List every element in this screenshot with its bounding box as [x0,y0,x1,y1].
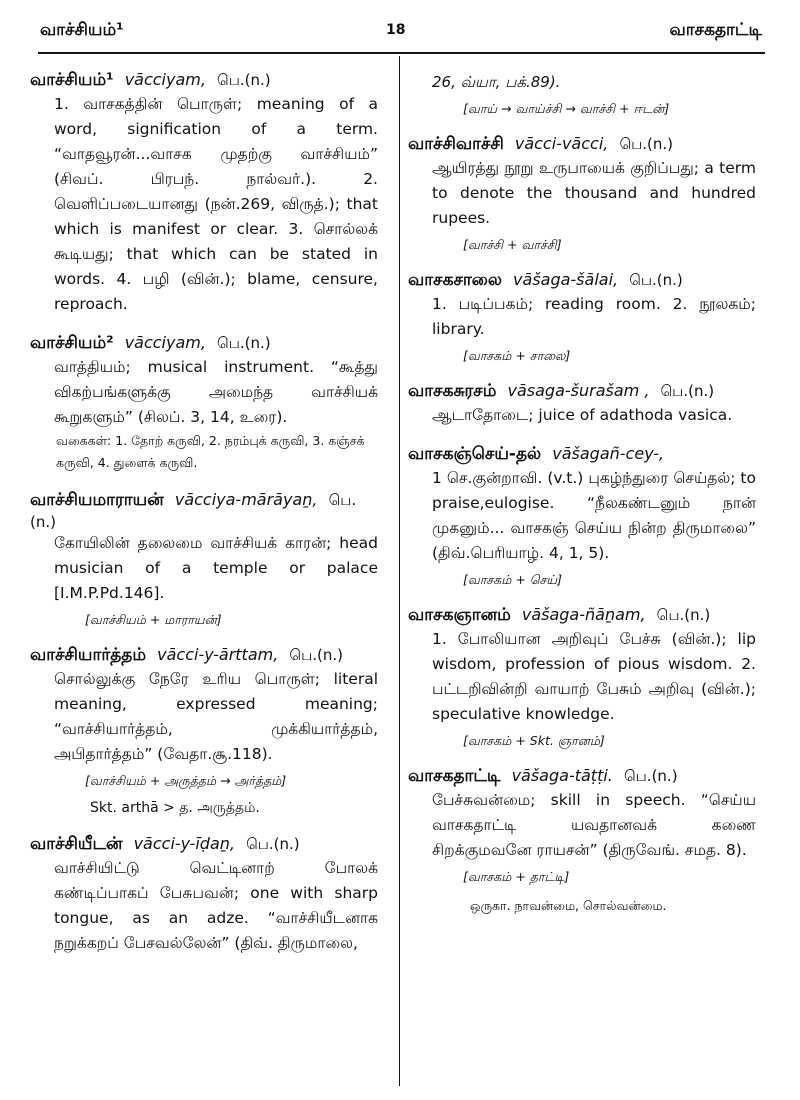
part-of-speech: பெ.(n.) [289,646,343,664]
definition: 1. படிப்பகம்; reading room. 2. நூலகம்; library. [432,295,756,338]
header-rule [38,52,765,54]
dictionary-entry [408,444,756,589]
part-of-speech: பெ.(n.) [623,767,678,785]
definition: சொல்லுக்கு நேரே உரிய பொருள்; literal meaning, expressed meaning; “வாச்சியார்த்தம், முக்கியார்த்தம், அபிதார்த்தம்” (வேதா.சூ.118). [54,670,378,763]
headword: வாச்சியார்த்தம் [30,645,147,665]
dictionary-entry [30,490,378,629]
etymology: [வாச்சி + வாச்சி] [463,237,562,252]
dictionary-entry [30,333,378,474]
part-of-speech: பெ.(n.) [217,334,271,352]
dictionary-entry [30,645,378,818]
dictionary-entry [408,605,756,750]
alternate-note: ஒருகா. நாவன்மை, சொல்வன்மை. [470,898,667,913]
transliteration: vāsaga-šurašam , [507,381,650,400]
part-of-speech: பெ.(n.) [656,606,711,624]
transliteration: vāšaga-šālai, [513,270,619,289]
definition: 1. வாசகத்தின் பொருள்; meaning of a word, signification of a term. “வாதவூரன்...வாசக முதற்கு வாச்சியம்” (சிவப். பிரபந். நால்வர்.). 2. வெளிப்படையானது (நன்.269, விருத்.); that which is manifest or clear. 3. சொல்லக் கூடியது; that which can be stated in words. 4. பழி (வின்.); blame, censure, reproach. [54,95,378,313]
headword: வாச்சியம்¹ [30,70,114,90]
transliteration: vācci-y-īḍaṉ, [133,834,235,853]
etymology: [வாசகம் + செய்] [463,572,563,587]
part-of-speech: பெ.(n.) [246,835,300,853]
dictionary-entry [408,134,756,254]
part-of-speech: பெ.(n.) [619,135,674,153]
headword: வாசகசுரசம் [408,381,497,401]
dictionary-entry [408,381,756,428]
headword: வாசகசாலை [408,270,502,290]
part-of-speech: பெ.(n.) [30,491,357,531]
definition: வாச்சியிட்டு வெட்டினாற் போலக் கண்டிப்பாகப் பேசுபவன்; one with sharp tongue, as an adze. “வாச்சியீடனாக நறுக்கறப் பேசவல்லேன்” (திவ். திருமாலை, [54,859,378,952]
right-column [408,70,756,931]
transliteration: vācci-y-ārttam, [157,645,279,664]
definition: பேச்சுவன்மை; skill in speech. “செய்ய வாசகதாட்டி யவதானவக் கணை சிறக்குமவனே ராயசன்” (திருவேங். சமத. 8). [432,791,756,859]
etymology: [வாசகம் + Skt. ஞானம்] [463,733,605,748]
definition: 1. போலியான அறிவுப் பேச்சு (வின்.); lip wisdom, profession of pious wisdom. 2. பட்டறிவின்றி வாயாற் பேசும் அறிவு (வின்.); speculative knowledge. [432,630,756,723]
transliteration: vāšagañ-cey-, [552,444,664,463]
definition: ஆடாதோடை; juice of adathoda vasica. [432,406,733,424]
definition: கோயிலின் தலைமை வாச்சியக் காரன்; head musician of a temple or palace [I.M.P.Pd.146]. [54,534,378,602]
headword: வாச்சியீடன் [30,834,123,854]
headword: வாச்சிவாச்சி [408,134,504,154]
page-header [0,0,800,50]
transliteration: vāšaga-tāṭṭi. [511,766,613,785]
dictionary-entry [408,270,756,365]
transliteration: vācciyam, [124,333,206,352]
headword: வாச்சியமாராயன் [30,490,164,510]
part-of-speech: பெ.(n.) [629,271,683,289]
page-number: 18 [386,22,406,38]
sanskrit-note: Skt. arthā > த. அருத்தம். [90,800,260,816]
part-of-speech: பெ.(n.) [660,382,715,400]
column-divider [399,56,400,1086]
headword: வாசகதாட்டி [408,766,501,786]
types-note: வகைகள்: 1. தோற் கருவி, 2. நரம்புக் கருவி, 3. கஞ்சக் கருவி, 4. துளைக் கருவி. [56,433,365,470]
definition: ஆயிரத்து நூறு உருபாயைக் குறிப்பது; a term to denote the thousand and hundred rupees. [432,159,756,227]
part-of-speech: பெ.(n.) [217,71,271,89]
etymology: [வாசகம் + தாட்டி] [463,869,570,884]
headword: வாசகஞ்செய்-தல் [408,444,542,464]
transliteration: vācci-vācci, [514,134,609,153]
etymology: [வாச்சியம் + அருத்தம் → அர்த்தம்] [85,773,287,788]
continued-citation: 26, வ்யா, பக்.89). [432,73,561,91]
transliteration: vāšaga-ñāṉam, [521,605,646,624]
etymology: [வாசகம் + சாலை] [463,348,571,363]
dictionary-entry [30,70,378,317]
dictionary-entry [408,766,756,915]
dictionary-entry [30,834,378,956]
definition: 1 செ.குன்றாவி. (v.t.) புகழ்ந்துரை செய்தல்; to praise,eulogise. “நீலகண்டனும் நான் முகனும்... வாசகஞ் செய்ய நின்ற திருமாலை” (திவ்.பெரியாழ். 4, 1, 5). [432,469,756,562]
running-head-left: வாச்சியம்¹ [40,20,124,40]
transliteration: vācciya-mārāyaṉ, [174,490,318,509]
running-head-right: வாசகதாட்டி [669,20,762,40]
transliteration: vācciyam, [124,70,206,89]
continued-entry [408,70,756,118]
etymology: [வாய் → வாய்ச்சி → வாச்சி + ஈடன்] [463,101,670,116]
etymology: [வாச்சியம் + மாராயன்] [85,612,222,627]
headword: வாசகஞானம் [408,605,511,625]
left-column [30,70,378,972]
definition: வாத்தியம்; musical instrument. “கூத்து விகற்பங்களுக்கு அமைந்த வாச்சியக் கூறுகளும்” (சிலப். 3, 14, உரை). [54,358,378,426]
headword: வாச்சியம்² [30,333,114,353]
